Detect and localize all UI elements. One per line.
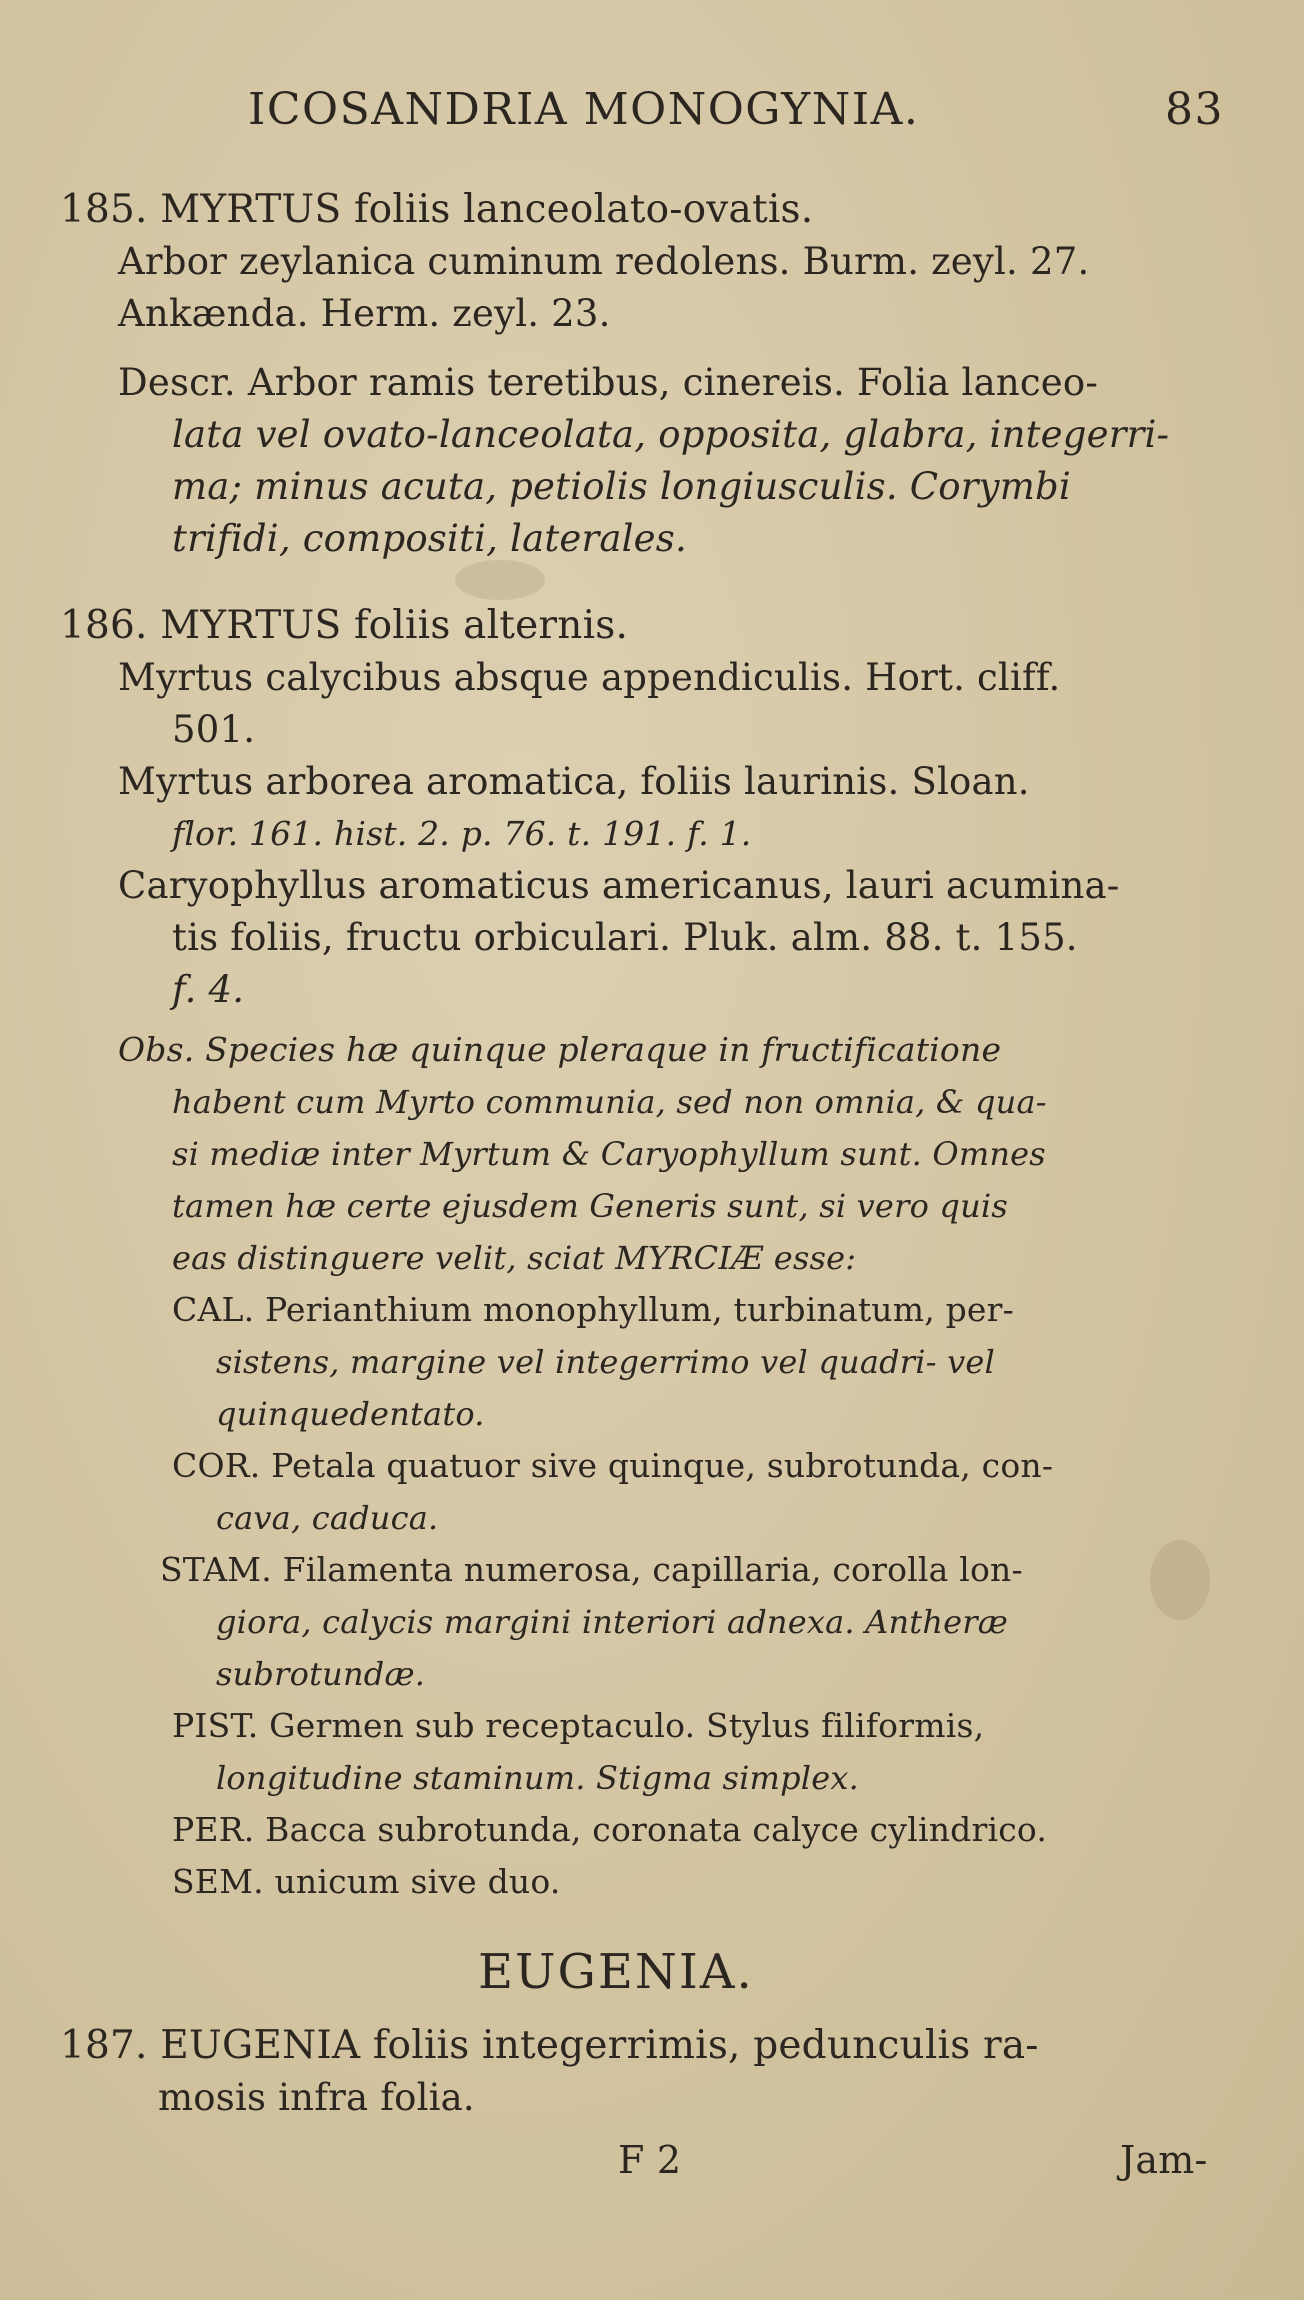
genus-heading: EUGENIA. xyxy=(478,1944,754,2000)
observation-line: eas distinguere velit, sciat MYRCIÆ esse: xyxy=(172,1239,857,1277)
stamen-description: STAM. Filamenta numerosa, capillaria, corolla lon- xyxy=(160,1550,1023,1589)
stamen-description: subrotundæ. xyxy=(216,1655,426,1693)
observation-line: habent cum Myrto communia, sed non omnia, & qua- xyxy=(172,1083,1047,1121)
corolla-description: COR. Petala quatuor sive quinque, subrotunda, con- xyxy=(172,1446,1054,1485)
entry-185-line: Descr. Arbor ramis teretibus, cinereis. Folia lanceo- xyxy=(118,361,1099,404)
pericarp-description: PER. Bacca subrotunda, coronata calyce cylindrico. xyxy=(172,1810,1048,1849)
entry-186-line: Myrtus arborea aromatica, foliis laurinis. Sloan. xyxy=(118,760,1030,803)
stamen-description: giora, calycis margini interiori adnexa. Antheræ xyxy=(216,1603,1009,1641)
entry-185-line: Arbor zeylanica cuminum redolens. Burm. zeyl. 27. xyxy=(118,240,1090,283)
observation-line: Obs. Species hæ quinque pleraque in fructificatione xyxy=(118,1030,1002,1069)
entry-185-line: lata vel ovato-lanceolata, opposita, glabra, integerri- xyxy=(172,413,1170,456)
calyx-description: CAL. Perianthium monophyllum, turbinatum, per- xyxy=(172,1290,1014,1329)
entry-187-line: mosis infra folia. xyxy=(158,2076,475,2119)
page-number: 83 xyxy=(1165,84,1224,135)
pistil-description: PIST. Germen sub receptaculo. Stylus filiformis, xyxy=(172,1706,985,1745)
entry-185-line: ma; minus acuta, petiolis longiusculis. Corymbi xyxy=(172,465,1071,508)
corolla-description: cava, caduca. xyxy=(216,1499,439,1537)
entry-186-line: f. 4. xyxy=(172,968,245,1011)
pistil-description: longitudine staminum. Stigma simplex. xyxy=(216,1759,859,1797)
entry-185-line: 185. MYRTUS foliis lanceolato-ovatis. xyxy=(60,187,814,232)
entry-186-line: tis foliis, fructu orbiculari. Pluk. alm. 88. t. 155. xyxy=(172,916,1078,959)
entry-187-line: 187. EUGENIA foliis integerrimis, pedunculis ra- xyxy=(60,2023,1039,2068)
observation-line: tamen hæ certe ejusdem Generis sunt, si vero quis xyxy=(172,1187,1008,1225)
entry-185-line: trifidi, compositi, laterales. xyxy=(172,517,687,560)
entry-186-line: flor. 161. hist. 2. p. 76. t. 191. f. 1. xyxy=(172,814,752,853)
calyx-description: sistens, margine vel integerrimo vel quadri- vel xyxy=(216,1343,995,1381)
entry-186-line: Caryophyllus aromaticus americanus, lauri acumina- xyxy=(118,864,1120,907)
entry-186-line: 501. xyxy=(172,708,256,751)
entry-185-line: Ankænda. Herm. zeyl. 23. xyxy=(118,292,611,335)
observation-line: si mediæ inter Myrtum & Caryophyllum sunt. Omnes xyxy=(172,1135,1046,1173)
catchword: Jam- xyxy=(1120,2138,1208,2182)
running-header: ICOSANDRIA MONOGYNIA. xyxy=(248,84,920,135)
calyx-description: quinquedentato. xyxy=(216,1395,485,1433)
entry-186-line: 186. MYRTUS foliis alternis. xyxy=(60,603,629,648)
signature-mark: F 2 xyxy=(618,2138,682,2182)
entry-186-line: Myrtus calycibus absque appendiculis. Hort. cliff. xyxy=(118,656,1061,699)
seed-description: SEM. unicum sive duo. xyxy=(172,1862,561,1901)
